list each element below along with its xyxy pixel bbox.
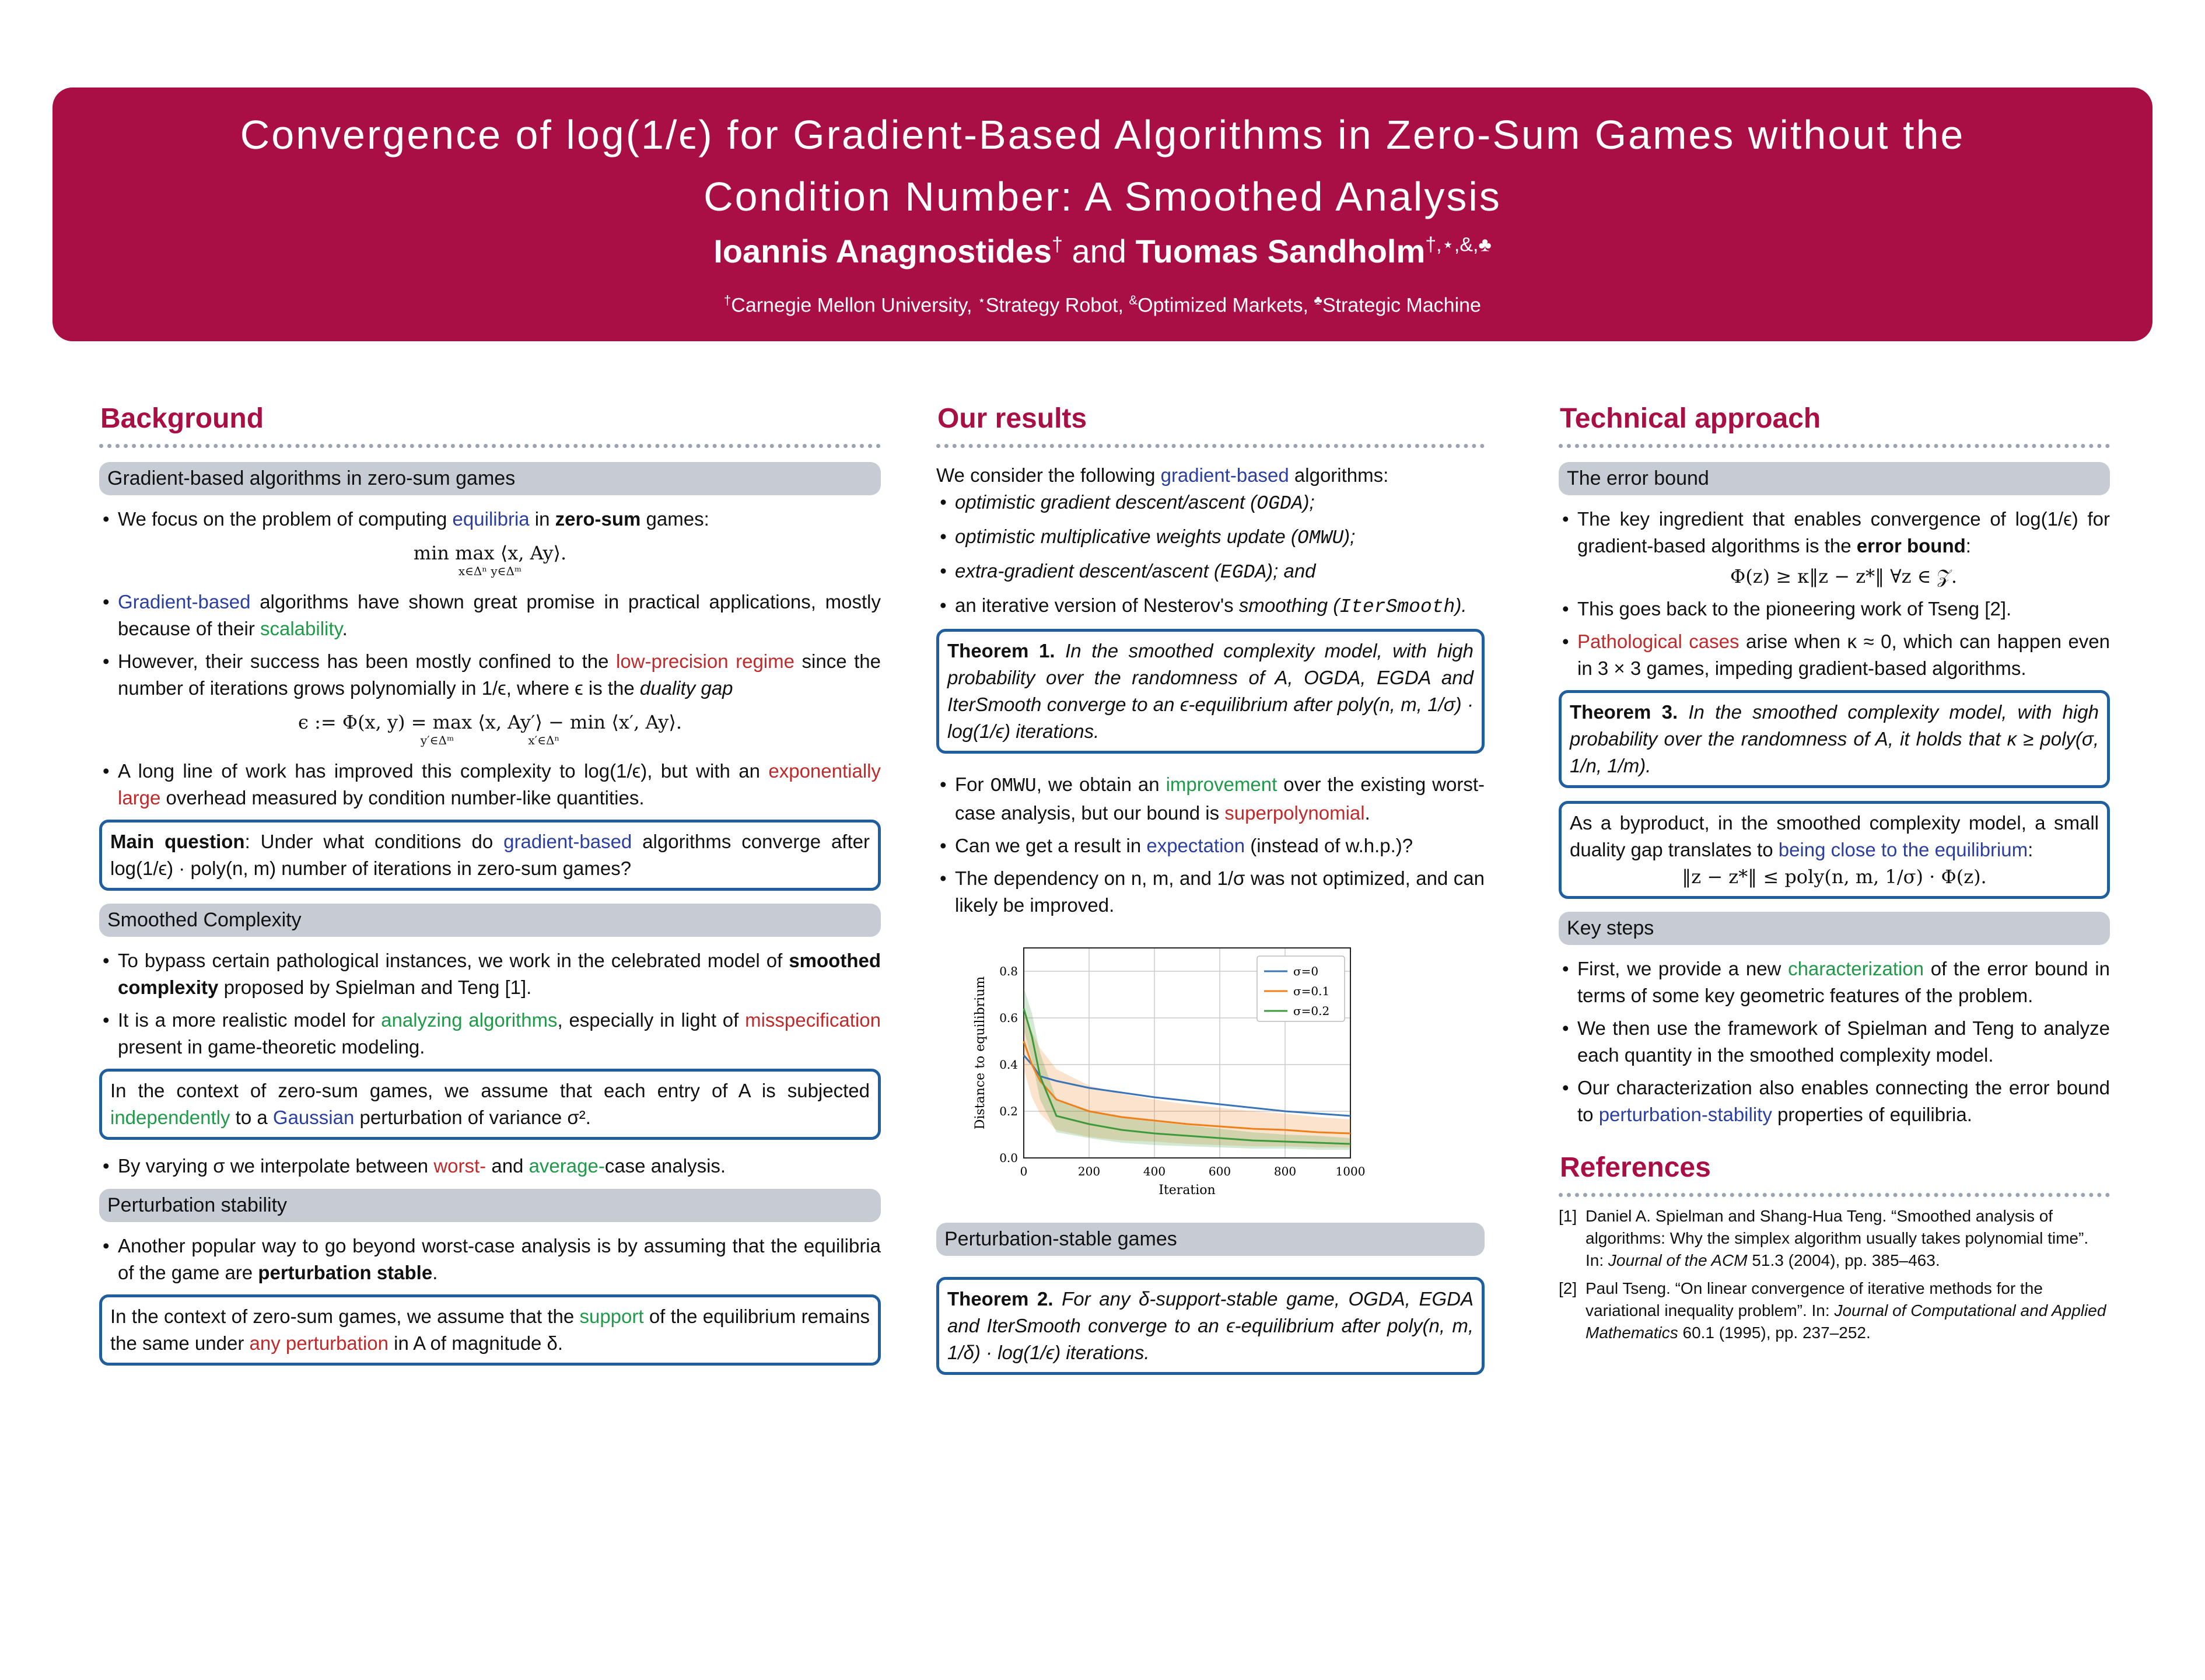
y-tick-label: 0.2 [999,1104,1018,1118]
term-superpolynomial: superpolynomial [1224,802,1365,824]
alg-ogda [936,489,1485,517]
main-question-box [99,820,881,891]
references-title: References [1560,1152,1711,1183]
legend-label-1: σ=0.1 [1293,984,1330,998]
text: In the context of zero-sum games, we assume that the [110,1306,580,1327]
reference-number: [2] [1559,1279,1577,1297]
poster-title [52,104,2152,228]
subhead-smoothed-complexity: Smoothed Complexity [99,904,881,937]
bullet-bypass [99,947,881,1001]
bullet-framework [1559,1015,2110,1069]
text: over the existing worst-case analysis, but our bound is [955,774,1485,824]
theorem-2-label: Theorem 2. [947,1288,1054,1310]
theorem-2-box [936,1277,1485,1375]
text: : [2028,839,2034,860]
error-bound-formula: Φ(z) ≥ κ‖z − z*‖ ∀z ∈ 𝒵. [1730,565,1957,587]
alg-egda [936,558,1485,586]
alg-name: OGDA [1256,493,1303,514]
text: in [529,508,555,530]
text: and [486,1155,529,1177]
text: . [342,618,348,639]
bullet-dependency [936,865,1485,919]
legend-label-0: σ=0 [1293,964,1319,978]
theorem-3-text: In the smoothed complexity model, with high probability over the randomness of A, it holds that κ ≥ poly(σ, 1/n, 1/m). [1570,701,2099,776]
text: optimistic multiplicative weights update ( [955,526,1297,547]
text: A long line of work has improved this complexity to log(1/ϵ), but with an [118,760,769,782]
term-gradient-based: gradient-based [1160,464,1289,486]
background-column [99,397,881,1378]
text: 60.1 (1995), pp. 237–252. [1678,1324,1871,1342]
section-divider [936,444,1485,448]
text: algorithms have shown great promise in practical applications, mostly because of their [118,591,881,639]
x-axis-label: Iteration [1158,1183,1216,1198]
text: (instead of w.h.p.)? [1245,835,1413,856]
author-1: Ioannis Anagnostides [713,233,1052,270]
varying-sigma-bullets [99,1153,881,1180]
term-error-bound: error bound [1856,535,1966,556]
text: This goes back to the pioneering work of Tseng [2]. [1577,598,2012,620]
section-divider [99,444,881,448]
text: : Under what conditions do [244,831,504,852]
text: to a [230,1107,273,1128]
subhead-gradient-algorithms: Gradient-based algorithms in zero-sum games [99,462,881,495]
text: To bypass certain pathological instances, we work in the celebrated model of [118,950,789,971]
reference-2 [1559,1278,2110,1344]
text: optimistic gradient descent/ascent ( [955,491,1257,513]
text: case analysis. [604,1155,726,1177]
text: : [1965,535,1971,556]
text: . [432,1262,438,1283]
text: proposed by Spielman and Teng [1]. [218,977,532,998]
y-tick-label: 0.8 [999,964,1018,978]
reference-1 [1559,1205,2110,1272]
alg-name: OMWU [990,775,1037,797]
text: ); and [1266,560,1316,582]
bullet-realistic [99,1007,881,1060]
x-tick-label: 200 [1077,1164,1101,1178]
alg-name: EGDA [1220,562,1267,583]
author-2-marks: †,⋆,&,♣ [1425,233,1492,256]
term-improvement: improvement [1166,774,1278,795]
smoothed-bullets [99,947,881,1060]
term-worst: worst- [433,1155,487,1177]
byproduct-box [1559,801,2110,899]
author-2: Tuomas Sandholm [1135,233,1426,270]
reference-number: [1] [1559,1207,1577,1225]
text: properties of equilibria. [1772,1104,1972,1125]
text: First, we provide a new [1577,958,1788,979]
affil-mark-3: & [1129,293,1138,307]
section-divider [1559,1193,2110,1197]
subhead-key-steps: Key steps [1559,912,2110,945]
text: Paul Tseng. “On linear convergence of iterative methods for the variational inequality problem”. In: [1586,1279,2043,1320]
term-scalability: scalability [260,618,342,639]
text: Daniel A. Spielman and Shang-Hua Teng. “Smoothed analysis of algorithms: Why the simplex algorithm usually takes polynomial time”. In: [1586,1207,2089,1269]
background-bullets-2 [99,589,881,702]
bullet-long-line [99,758,881,811]
text: overhead measured by condition number-like quantities. [160,787,645,808]
text: in A of magnitude δ. [388,1332,564,1354]
text: algorithms: [1289,464,1389,486]
convergence-chart [954,936,1485,1213]
y-tick-label: 0.4 [999,1058,1018,1072]
term-analyzing-algorithms: analyzing algorithms [381,1009,558,1031]
text: of the error bound in terms of some key geometric features of the problem. [1577,958,2110,1006]
minmax-formula [99,542,881,578]
term-perturbation-stability: perturbation-stability [1598,1104,1772,1125]
text: , especially in light of [557,1009,746,1031]
bullet-gradient-based [99,589,881,642]
background-bullets-1 [99,506,881,533]
gaussian-perturbation-box [99,1069,881,1140]
text: We consider the following [936,464,1161,486]
legend-label-2: σ=0.2 [1293,1004,1330,1018]
x-tick-label: 800 [1273,1164,1297,1178]
text: perturbation of variance σ². [354,1107,591,1128]
byproduct-formula: ‖z − z*‖ ≤ poly(n, m, 1/σ) · Φ(z). [1682,866,1987,888]
term-close-to-equilibrium: being close to the equilibrium [1778,839,2028,860]
support-box [99,1294,881,1366]
text: , we obtain an [1036,774,1166,795]
results-column [936,397,1485,1388]
text: 51.3 (2004), pp. 385–463. [1747,1251,1940,1269]
term-expectation: expectation [1146,835,1245,856]
term-characterization: characterization [1788,958,1924,979]
term-independently: independently [110,1107,230,1128]
text: However, their success has been mostly confined to the [118,650,616,672]
x-tick-label: 1000 [1335,1164,1366,1178]
text: As a byproduct, in the smoothed complexity model, a small duality gap translates to [1570,812,2099,860]
bullet-omwu [936,771,1485,827]
subhead-perturbation-stability: Perturbation stability [99,1189,881,1222]
x-tick-label: 400 [1143,1164,1166,1178]
bullet-varying-sigma [99,1153,881,1180]
text: Can we get a result in [955,835,1147,856]
formula-main: min max ⟨x, Ay⟩. [413,542,567,564]
text: Another popular way to go beyond worst-case analysis is by assuming that the equilibria of the game are [118,1235,881,1283]
journal: Journal of Computational and Applied Mathematics [1586,1301,2106,1342]
title-line-1: Convergence of log(1/ϵ) for Gradient-Based Algorithms in Zero-Sum Games without the [240,112,1965,158]
text: For [955,774,991,795]
x-tick-label: 600 [1208,1164,1231,1178]
title-line-2: Condition Number: A Smoothed Analysis [704,174,1502,219]
theorem-1-label: Theorem 1. [947,640,1055,662]
term-zero-sum: zero-sum [555,508,641,530]
technical-title: Technical approach [1560,403,1821,434]
section-divider [1559,444,2110,448]
alg-itersmooth [936,592,1485,621]
term-any-perturbation: any perturbation [249,1332,388,1354]
term-average: average- [528,1155,605,1177]
author-1-mark: † [1051,233,1063,256]
bullet-tseng [1559,596,2110,622]
bullet-expectation [936,832,1485,859]
chart-svg [954,936,1374,1210]
theorem-3-label: Theorem 3. [1570,701,1678,723]
perturbation-bullets [99,1233,881,1286]
term-equilibria: equilibria [452,508,530,530]
bullet-key-ingredient [1559,506,2110,590]
affil-mark-1: † [724,293,732,307]
bullet-perturbation-stable [99,1233,881,1286]
text: Our characterization also enables connecting the error bound to [1577,1077,2110,1125]
bullet-connecting [1559,1074,2110,1128]
term-gradient-based: Gradient-based [118,591,251,612]
text: We then use the framework of Spielman and Teng to analyze each quantity in the smoothed complexity model. [1577,1017,2110,1066]
background-title: Background [100,403,264,434]
affiliations [52,293,2152,317]
bullet-characterization [1559,956,2110,1009]
subhead-error-bound: The error bound [1559,462,2110,495]
text: ); [1303,491,1315,513]
text: extra-gradient descent/ascent ( [955,560,1220,582]
subhead-perturbation-stable-games: Perturbation-stable games [936,1223,1485,1256]
text: The dependency on n, m, and 1/σ was not optimized, and can likely be improved. [955,867,1485,916]
results-bullets [936,771,1485,919]
theorem-1-box [936,629,1485,754]
x-tick-label: 0 [1020,1164,1028,1178]
affil-3: Optimized Markets, [1138,294,1314,317]
text: an iterative version of Nesterov's [955,594,1239,616]
bullet-pathological [1559,628,2110,682]
text: smoothing ( [1238,594,1340,616]
text: We focus on the problem of computing [118,508,453,530]
text: ); [1343,526,1356,547]
y-axis-label: Distance to equilibrium [973,976,988,1130]
y-tick-label: 0.6 [999,1011,1018,1025]
term-pathological-cases: Pathological cases [1577,631,1740,652]
term-gaussian: Gaussian [272,1107,355,1128]
formula-subscript: y′∈Δᵐ x′∈Δⁿ [420,733,560,747]
text: ). [1455,594,1467,616]
alg-name: OMWU [1297,527,1344,549]
term-low-precision: low-precision regime [616,650,794,672]
text: algorithms converge after log(1/ϵ) · poly(n, m) number of iterations in zero-sum games? [110,831,870,879]
technical-column [1559,397,2110,1350]
author-conjunction: and [1072,233,1126,270]
term-smoothed-complexity: smoothed complexity [118,950,881,998]
theorem-2-text: For any δ-support-stable game, OGDA, EGDA and IterSmooth converge to an ϵ-equilibrium after poly(n, m, 1/δ) · log(1/ϵ) iterations. [947,1288,1474,1363]
journal: Journal of the ACM [1608,1251,1748,1269]
term-perturbation-stable: perturbation stable [258,1262,433,1283]
algorithm-list [936,489,1485,621]
affil-2: Strategy Robot, [985,294,1129,317]
term-misspecification: misspecification [745,1009,881,1031]
term-gradient-based: gradient-based [503,831,632,852]
formula-subscript: x∈Δⁿ y∈Δᵐ [458,564,522,578]
duality-gap-formula [99,711,881,747]
key-steps-bullets [1559,956,2110,1128]
bullet-low-precision [99,648,881,702]
text: since the number of iterations grows polynomially in 1/ϵ, where ϵ is the [118,650,881,699]
main-question-label: Main question [110,831,245,852]
bullet-equilibria [99,506,881,533]
term-support: support [579,1306,644,1327]
theorem-1-text: In the smoothed complexity model, with high probability over the randomness of A, OGDA, EGDA and IterSmooth converge to an ϵ-equilibrium after poly(n, m, 1/σ) · log(1/ϵ) iterations. [947,640,1474,742]
text: arise when κ ≈ 0, which can happen even in 3 × 3 games, impeding gradient-based algorithms. [1577,631,2110,679]
affil-mark-2: ⋆ [977,293,986,307]
alg-omwu [936,523,1485,552]
text: of the equilibrium remains the same under [110,1306,870,1354]
term-exponentially-large: exponentially large [118,760,881,808]
reference-list [1559,1205,2110,1344]
background-bullets-3 [99,758,881,811]
y-tick-label: 0.0 [999,1151,1018,1165]
authors [52,232,2152,270]
alg-name: IterSmooth [1339,596,1455,618]
affil-1: Carnegie Mellon University, [731,294,978,317]
formula-main: ϵ := Φ(x, y) = max ⟨x, Ay′⟩ − min ⟨x′, Ay⟩. [298,711,682,733]
term-duality-gap: duality gap [639,677,733,699]
results-title: Our results [937,403,1087,434]
affil-mark-4: ♣ [1314,293,1322,307]
text: . [1364,802,1370,824]
theorem-3-box [1559,690,2110,788]
affil-4: Strategic Machine [1322,294,1481,317]
error-bound-bullets [1559,506,2110,682]
text: The key ingredient that enables convergence of log(1/ϵ) for gradient-based algorithms is the [1577,508,2110,556]
text: games: [640,508,709,530]
text: In the context of zero-sum games, we assume that each entry of A is subjected [110,1080,870,1101]
text: By varying σ we interpolate between [118,1155,434,1177]
text: present in game-theoretic modeling. [118,1036,425,1058]
results-intro [936,462,1485,489]
text: It is a more realistic model for [118,1009,382,1031]
title-banner [52,88,2152,341]
